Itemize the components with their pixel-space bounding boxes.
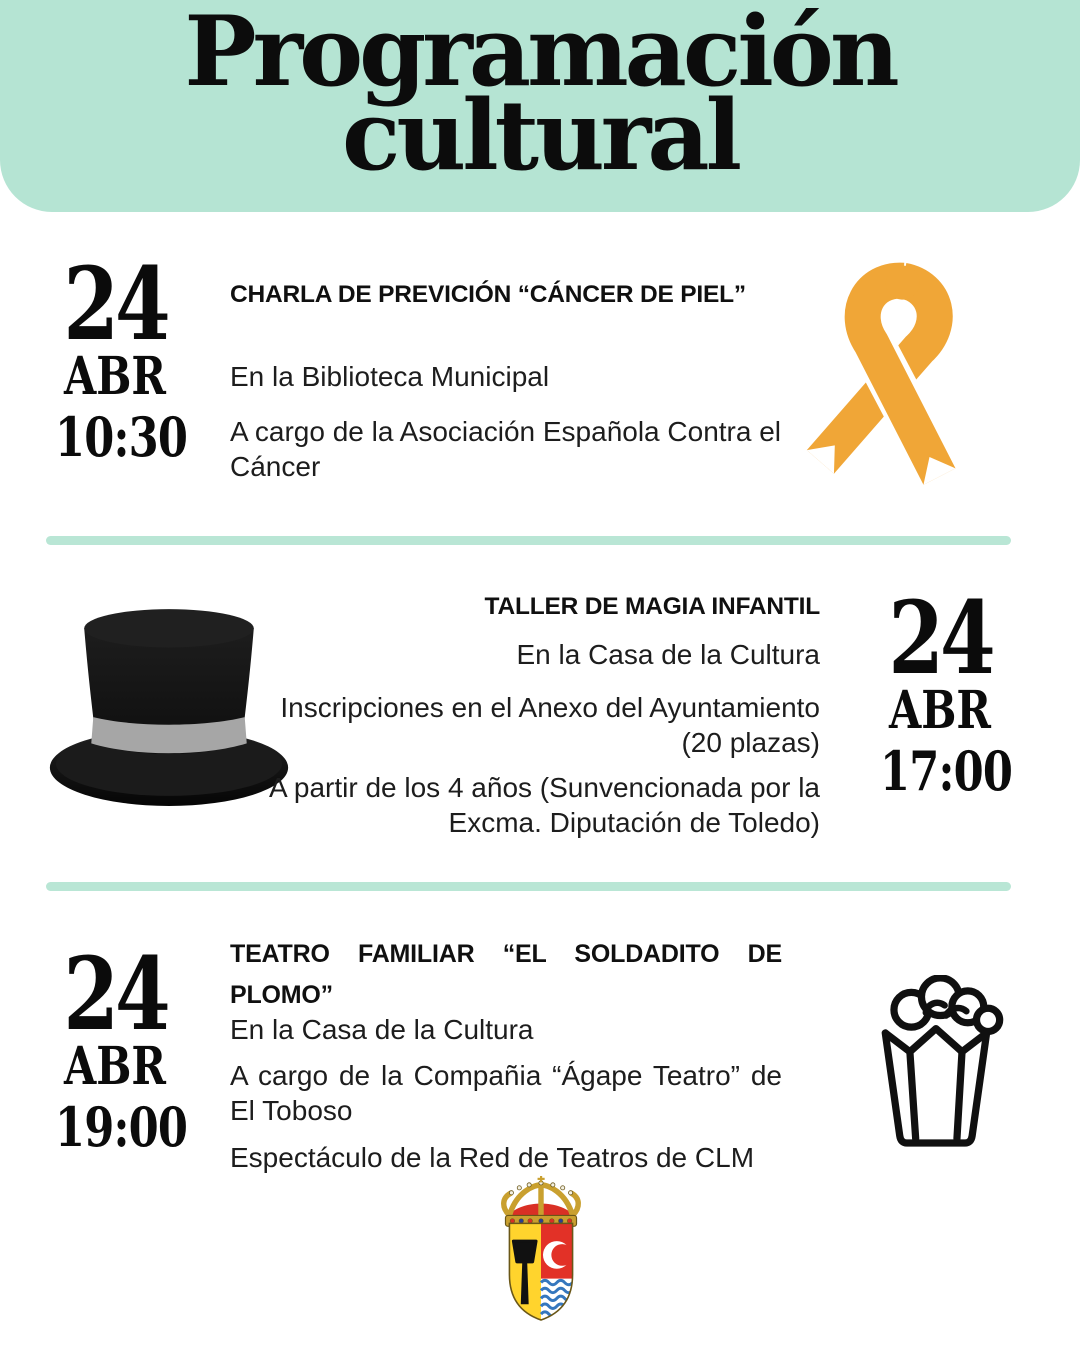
event3-detail: Espectáculo de la Red de Teatros de CLM (230, 1142, 755, 1173)
event1-location: En la Biblioteca Municipal (230, 361, 550, 392)
municipal-coat-of-arms (467, 1176, 615, 1324)
event1-month: ABR (63, 346, 166, 407)
section-divider (46, 536, 1011, 545)
event2-month: ABR (888, 680, 991, 741)
event3-month: ABR (63, 1036, 166, 1097)
event3-location: En la Casa de la Cultura (230, 1014, 534, 1045)
page-title-line1: Programación (184, 0, 896, 108)
awareness-ribbon-icon (792, 240, 992, 502)
event1-time: 10:30 (55, 405, 188, 469)
event2-day: 24 (888, 579, 992, 697)
event2-location: En la Casa de la Cultura (516, 639, 820, 670)
event3-day: 24 (63, 935, 167, 1053)
header-banner (0, 0, 1080, 212)
event3-date (55, 935, 188, 1159)
event2-time: 17:00 (880, 739, 1013, 803)
event3-detail: A cargo de la Compañia “Ágape Teatro” de El Toboso (230, 1060, 782, 1127)
event2-title: TALLER DE MAGIA INFANTIL (484, 593, 820, 620)
event1-date (55, 245, 188, 469)
event2-date (880, 579, 1013, 803)
event1-title: CHARLA DE PREVICIÓN “CÁNCER DE PIEL” (230, 281, 746, 308)
event3-time: 19:00 (55, 1095, 188, 1159)
section-divider (46, 882, 1011, 891)
page-title (0, 0, 1080, 193)
event1-detail: A cargo de la Asociación Española Contra el Cáncer (230, 416, 782, 483)
page-title-line2: cultural (341, 79, 739, 193)
popcorn-icon (862, 975, 1007, 1156)
event2-detail: A partir de los 4 años (Sunvencionada por la Excma. Diputación de Toledo) (268, 772, 820, 839)
event3-title: TEATRO FAMILIAR “EL SOLDADITO DE PLOMO” (230, 940, 782, 1009)
event2-detail: Inscripciones en el Anexo del Ayuntamiento (20 plazas) (280, 692, 820, 759)
event1-day: 24 (63, 245, 167, 363)
